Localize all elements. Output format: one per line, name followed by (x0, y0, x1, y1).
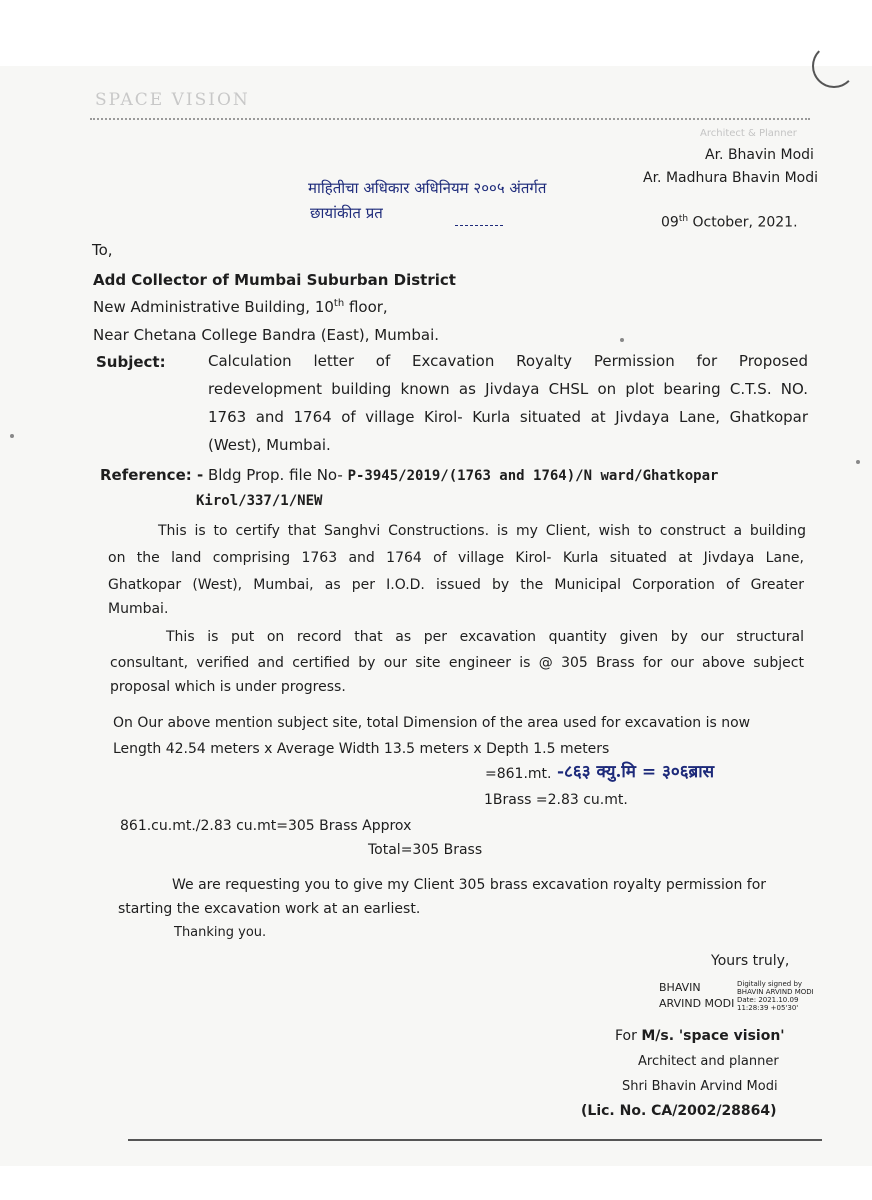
reference-file-no: P-3945/2019/(1763 and 1764)/N ward/Ghatkopar (347, 468, 719, 484)
addressee-line-2 (93, 298, 388, 316)
signatory-for (615, 1028, 785, 1044)
scan-speck (10, 434, 14, 438)
stamp-underline (455, 225, 503, 226)
bottom-rule (128, 1139, 822, 1141)
date-day: 09 (661, 214, 679, 231)
addressee-line-2-end: floor, (344, 298, 388, 316)
calc-total: Total=305 Brass (368, 842, 483, 858)
para1-line-1: This is to certify that Sanghvi Constructions. is my Client, wish to construct a building (158, 523, 806, 539)
letter-date (661, 214, 798, 231)
calc-division: 861.cu.mt./2.83 cu.mt=305 Brass Approx (120, 818, 412, 834)
signature-name-line-2: ARVIND MODI (659, 997, 735, 1010)
digital-signature-name (659, 980, 734, 1012)
architect-name-2: Ar. Madhura Bhavin Modi (643, 170, 818, 186)
para1-line-3: Ghatkopar (West), Mumbai, as per I.O.D. issued by the Municipal Corporation of Greater (108, 577, 804, 593)
reference-label: Reference: - (100, 466, 204, 484)
para3-line-1: On Our above mention subject site, total Dimension of the area used for excavation is now (113, 715, 751, 731)
letterhead-divider (90, 118, 810, 120)
para3-line-2: Length 42.54 meters x Average Width 13.5 meters x Depth 1.5 meters (113, 741, 610, 757)
letterhead-faded-subtitle: Architect & Planner (700, 128, 797, 139)
subject-line-1: Calculation letter of Excavation Royalty Permission for Proposed (208, 352, 808, 370)
signatory-name: Shri Bhavin Arvind Modi (622, 1079, 778, 1094)
para2-line-3: proposal which is under progress. (110, 679, 346, 695)
addressee-line-3: Near Chetana College Bandra (East), Mumbai. (93, 326, 440, 344)
calc-result: =861.mt. (485, 766, 552, 782)
signatory-license: (Lic. No. CA/2002/28864) (581, 1103, 777, 1119)
signature-note-2: BHAVIN ARVIND MODI (737, 988, 814, 996)
para2-line-1: This is put on record that as per excavation quantity given by our structural (166, 629, 804, 645)
signatory-role: Architect and planner (638, 1054, 779, 1069)
reference-prefix: Bldg Prop. file No- (207, 466, 343, 484)
signature-note-1: Digitally signed by (737, 980, 803, 988)
scan-speck (620, 338, 624, 342)
signatory-for-prefix: For (615, 1028, 642, 1044)
signature-note-3: Date: 2021.10.09 (737, 996, 799, 1004)
thanking-line: Thanking you. (174, 925, 267, 940)
reference-file-no-cont: Kirol/337/1/NEW (196, 493, 323, 509)
addressee-floor-suffix: th (333, 298, 345, 309)
brass-definition: 1Brass =2.83 cu.mt. (484, 792, 628, 808)
request-line-1: We are requesting you to give my Client 305 brass excavation royalty permission for (172, 877, 767, 893)
yours-truly: Yours truly, (711, 953, 790, 969)
scan-speck (856, 460, 860, 464)
subject-line-2: redevelopment building known as Jivdaya CHSL on plot bearing C.T.S. NO. (208, 380, 808, 398)
salutation-to: To, (92, 241, 113, 259)
subject-line-4: (West), Mumbai. (208, 436, 331, 454)
digital-signature-details (737, 980, 814, 1012)
signatory-firm: M/s. 'space vision' (641, 1028, 785, 1044)
addressee-line-2-text: New Administrative Building, 10 (93, 298, 334, 316)
para2-line-2: consultant, verified and certified by our site engineer is @ 305 Brass for our above subject (110, 655, 804, 671)
signature-note-4: 11:28:39 +05'30' (737, 1004, 799, 1012)
para1-line-2: on the land comprising 1763 and 1764 of village Kirol- Kurla situated at Jivdaya Lane, (108, 550, 804, 566)
reference-line-1 (100, 466, 718, 484)
handwritten-correction: -८६३ क्यु.मि = ३०६ब्रास (557, 762, 715, 782)
subject-label: Subject: (96, 353, 166, 371)
addressee-name: Add Collector of Mumbai Suburban District (93, 271, 456, 289)
architect-name-1: Ar. Bhavin Modi (705, 147, 814, 163)
rti-stamp-line-2: छायांकीत प्रत (310, 204, 383, 222)
date-suffix: th (678, 214, 689, 224)
margin-mark (812, 44, 856, 88)
para1-line-4: Mumbai. (108, 601, 169, 617)
letterhead-faded-title: SPACE VISION (95, 90, 250, 110)
date-rest: October, 2021. (688, 214, 798, 231)
rti-stamp-line-1: माहितीचा अधिकार अधिनियम २००५ अंतर्गत (308, 179, 547, 197)
signature-name-line-1: BHAVIN (659, 981, 701, 994)
subject-line-3: 1763 and 1764 of village Kirol- Kurla situated at Jivdaya Lane, Ghatkopar (208, 408, 808, 426)
request-line-2: starting the excavation work at an earliest. (118, 901, 421, 917)
